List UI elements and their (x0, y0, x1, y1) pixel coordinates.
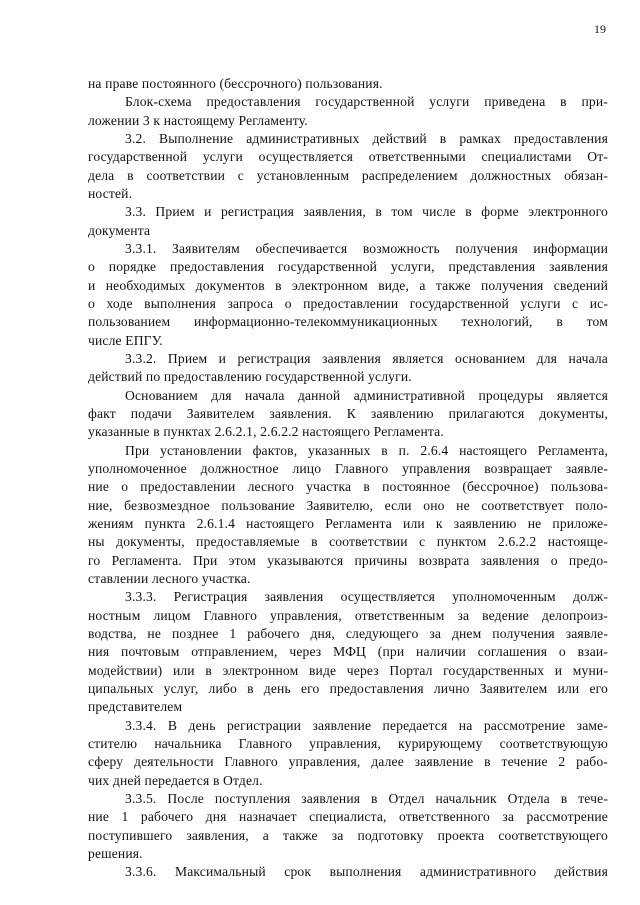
paragraph-line: поступившего заявления, а также за подготовку проекта соответствующего (88, 827, 608, 843)
paragraph-line: При установлении фактов, указанных в п. 2.6.4 настоящего Регламента, (125, 442, 608, 458)
paragraph-line: ложении 3 к настоящему Регламенту. (88, 112, 308, 128)
paragraph-line: 3.3.1. Заявителям обеспечивается возможность получения информации (125, 240, 608, 256)
paragraph-line: 3.3. Прием и регистрация заявления, в том числе в форме электронного (125, 204, 608, 220)
paragraph-line: о ходе выполнения запроса о предоставлении государственной услуги с ис- (88, 295, 608, 311)
paragraph-line: ние, безвозмездное пользование Заявителю, если оно не соответствует поло- (88, 497, 608, 513)
page-number: 19 (594, 22, 606, 36)
paragraph-line: ставлении лесного участка. (88, 570, 251, 586)
paragraph-line: 3.3.6. Максимальный срок выполнения административного действия (125, 864, 608, 880)
paragraph-line: решения. (88, 845, 143, 861)
paragraph-line: го Регламента. При этом указываются причины возврата заявления о предо- (88, 552, 608, 568)
paragraph-line: сферу деятельности Главного управления, далее заявление в течение 2 рабо- (88, 754, 608, 770)
paragraph-line: жениям пункта 2.6.1.4 настоящего Регламента или к заявлению не приложе- (88, 515, 608, 531)
paragraph-line: 3.3.3. Регистрация заявления осуществляется уполномоченным долж- (125, 589, 608, 605)
paragraph-line: ны документы, предоставляемые в соответствии с пунктом 2.6.2.2 настояще- (88, 534, 608, 550)
paragraph-line: и необходимых документов в электронном виде, а также получения сведений (88, 277, 608, 293)
paragraph-line: 3.3.2. Прием и регистрация заявления является основанием для начала (125, 350, 608, 366)
paragraph-line: факт подачи Заявителем заявления. К заявлению прилагаются документы, (88, 405, 608, 421)
paragraph-line: представителем (88, 699, 183, 715)
paragraph-line: 3.2. Выполнение административных действий в рамках предоставления (125, 130, 608, 146)
paragraph-line: пользованием информационно-телекоммуникационных технологий, в том (88, 314, 608, 330)
paragraph-line: Основанием для начала данной административной процедуры является (125, 387, 608, 403)
paragraph-line: ние о предоставлении лесного участка в постоянное (бессрочное) пользова- (88, 479, 608, 495)
paragraph-line: ципальных услуг, либо в день его предоставления лично Заявителем или его (88, 680, 608, 696)
paragraph-line: числе ЕПГУ. (88, 332, 163, 348)
paragraph-line: водства, не позднее 1 рабочего дня, следующего за днем получения заявле- (88, 625, 608, 641)
paragraph-line: ния почтовым отправлением, через МФЦ (при наличии соглашения о взаи- (88, 644, 608, 660)
paragraph-line: о порядке предоставления государственной услуги, представления заявления (88, 259, 608, 275)
paragraph-line: уполномоченное должностное лицо Главного управления возвращает заявле- (88, 460, 608, 476)
paragraph-line: ностей. (88, 185, 133, 201)
paragraph-line: 3.3.4. В день регистрации заявление передается на рассмотрение заме- (125, 717, 608, 733)
paragraph-line: ностным лицом Главного управления, ответственным за ведение делопроиз- (88, 607, 608, 623)
paragraph-line: стителю начальника Главного управления, курирующему соответствующую (88, 735, 608, 751)
paragraph-line: Блок-схема предоставления государственной услуги приведена в при- (125, 94, 608, 110)
paragraph-line: 3.3.5. После поступления заявления в Отдел начальник Отдела в тече- (125, 790, 608, 806)
paragraph-line: на праве постоянного (бессрочного) пользования. (88, 76, 383, 91)
paragraph-line: действий по предоставлению государственной услуги. (88, 369, 412, 385)
paragraph-line: модействии) или в электронном виде через Портал государственных и муни- (88, 662, 608, 678)
paragraph-line: документа (88, 222, 151, 238)
paragraph-line: дела в соответствии с установленным распределением должностных обязан- (88, 167, 608, 183)
paragraph-line: ние 1 рабочего дня назначает специалиста, ответственного за рассмотрение (88, 809, 608, 825)
paragraph-line: государственной услуги осуществляется ответственными специалистами От- (88, 149, 608, 165)
paragraph-line: указанные в пунктах 2.6.2.1, 2.6.2.2 настоящего Регламента. (88, 424, 444, 440)
paragraph-line: чих дней передается в Отдел. (88, 772, 263, 788)
